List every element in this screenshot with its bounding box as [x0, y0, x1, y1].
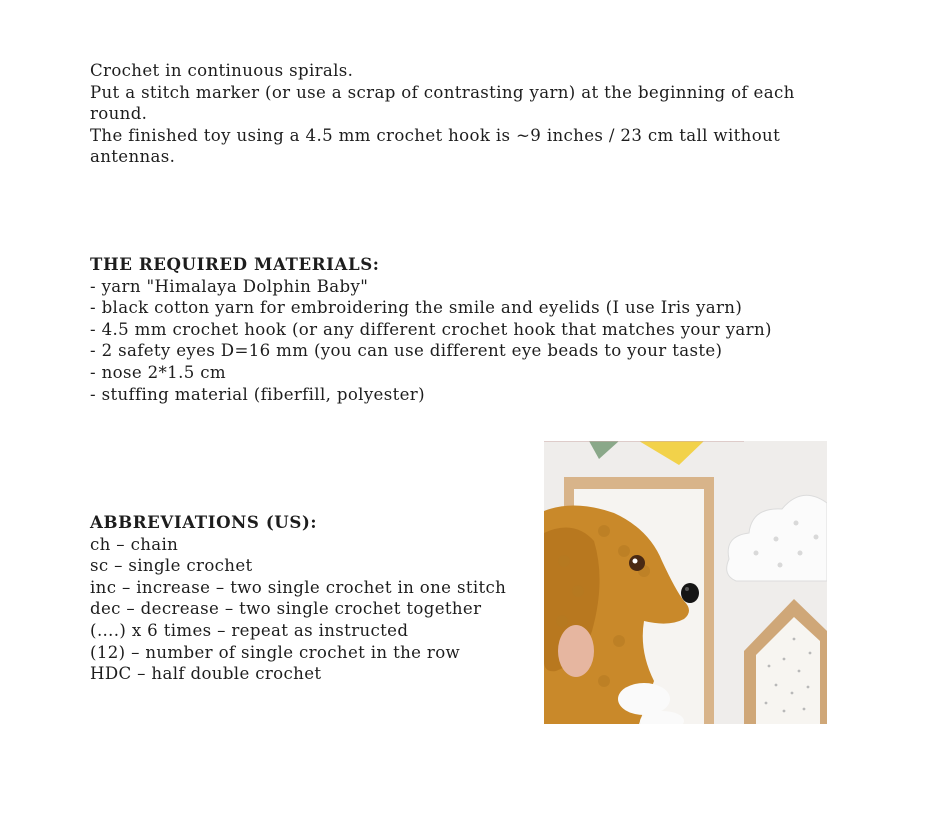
material-item: - 4.5 mm crochet hook (or any different crochet hook that matches your yarn) [90, 319, 772, 339]
abbreviations-section [90, 512, 530, 685]
material-item: - 2 safety eyes D=16 mm (you can use different eye beads to your taste) [90, 341, 723, 361]
abbreviation-item: ch – chain [90, 534, 179, 554]
intro-paragraph [90, 60, 830, 168]
intro-line: Crochet in continuous spirals. [90, 61, 354, 80]
abbreviation-item: inc – increase – two single crochet in one stitch [90, 577, 507, 597]
abbreviation-item: sc – single crochet [90, 556, 253, 576]
material-item: - black cotton yarn for embroidering the smile and eyelids (I use Iris yarn) [90, 298, 743, 318]
material-item: - stuffing material (fiberfill, polyester) [90, 384, 425, 404]
hand [558, 625, 594, 677]
abbreviations-heading: ABBREVIATIONS (US): [90, 512, 318, 532]
intro-line: Put a stitch marker (or use a scrap of contrasting yarn) at the beginning of each round. [90, 82, 795, 124]
materials-section [90, 254, 830, 405]
dog-paw [618, 683, 670, 715]
dog-nose [681, 583, 699, 603]
intro-line: The finished toy using a 4.5 mm crochet hook is ~9 inches / 23 cm tall without antennas. [90, 125, 781, 167]
material-item: - nose 2*1.5 cm [90, 362, 226, 382]
crochet-dog-photo [544, 441, 827, 724]
abbreviation-item: dec – decrease – two single crochet together [90, 599, 482, 619]
dog-eye [629, 555, 645, 571]
material-item: - yarn "Himalaya Dolphin Baby" [90, 276, 369, 296]
abbreviation-item: (12) – number of single crochet in the row [90, 642, 461, 662]
materials-heading: THE REQUIRED MATERIALS: [90, 254, 380, 274]
abbreviation-item: HDC – half double crochet [90, 664, 322, 684]
abbreviation-item: (….) x 6 times – repeat as instructed [90, 620, 409, 640]
